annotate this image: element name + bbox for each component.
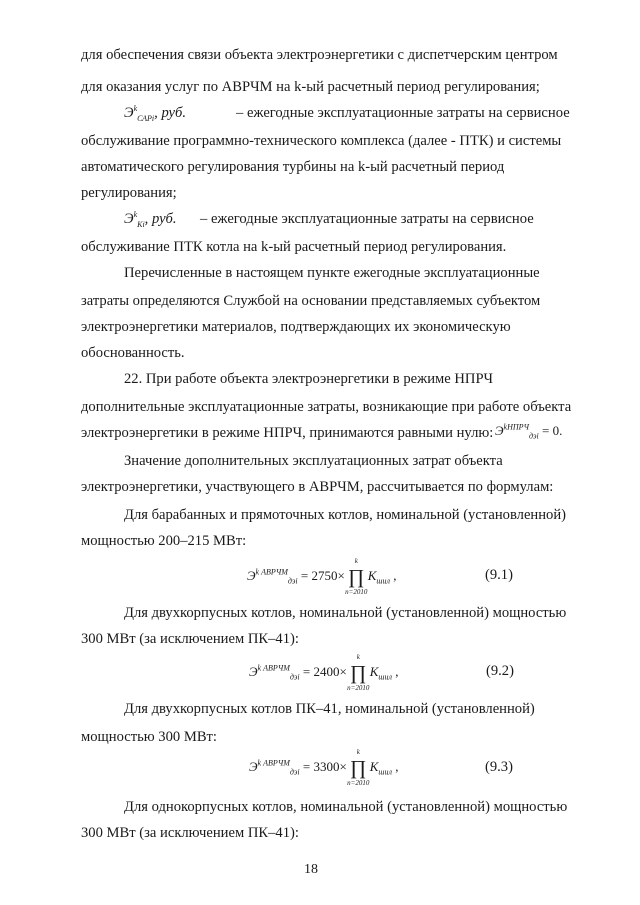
text-line: электроэнергетики в режиме НПРЧ, принимаются равными нулю: (81, 425, 494, 441)
subscript: САРi (137, 113, 155, 123)
text-line: – ежегодные эксплуатационные затраты на сервисное (236, 105, 570, 121)
subscript: дэi (289, 767, 300, 777)
factor: K (369, 663, 379, 679)
text-line: 22. При работе объекта электроэнергетики в режиме НПРЧ (124, 371, 494, 387)
tail: , (395, 663, 399, 679)
symbol-e: Э (124, 211, 134, 227)
factor: K (369, 758, 379, 774)
text-line: Для однокорпусных котлов, номинальной (установленной) мощностью (124, 799, 568, 815)
text-line: 300 МВт (за исключением ПК–41): (81, 825, 299, 841)
text-line: затраты определяются Службой на основании представляемых субъектом (81, 293, 541, 309)
definition-line (124, 106, 186, 121)
text-line: Для барабанных и прямоточных котлов, номинальной (установленной) (124, 507, 567, 523)
superscript: k (133, 210, 138, 220)
unit: , руб. (144, 211, 177, 227)
text-line: мощностью 300 МВт: (81, 729, 217, 745)
equals: = 0. (541, 423, 563, 438)
inline-formula (495, 422, 563, 441)
text-line: для оказания услуг по АВРЧМ на k-ый расчетный период регулирования; (81, 79, 540, 95)
unit: , руб. (154, 105, 187, 121)
product-symbol: ∏ k n=2010 (347, 653, 370, 692)
coefficient: = 2750× (300, 567, 345, 583)
symbol-e: Э (249, 758, 258, 774)
text-line: Для двухкорпусных котлов, номинальной (установленной) мощностью (124, 605, 567, 621)
formula-number: (9.2) (486, 663, 514, 679)
superscript: k АВРЧМ (257, 758, 290, 768)
factor-subscript: шил (378, 672, 392, 682)
coefficient: = 3300× (302, 758, 347, 774)
coefficient: = 2400× (302, 663, 347, 679)
formula-9-3 (249, 748, 399, 787)
text-line: мощностью 200–215 МВт: (81, 533, 247, 549)
text-line: – ежегодные эксплуатационные затраты на сервисное (200, 211, 534, 227)
formula-9-1 (247, 557, 397, 596)
factor: K (367, 567, 377, 583)
formula-number: (9.1) (485, 567, 513, 583)
symbol-e: Э (249, 663, 258, 679)
subscript: дэi (289, 672, 300, 682)
symbol-e: Э (124, 105, 134, 121)
superscript: k АВРЧМ (255, 567, 288, 577)
symbol-e: Э (495, 423, 504, 438)
definition-line (124, 212, 177, 227)
subscript: дэi (529, 431, 539, 441)
superscript: kНПРЧ (503, 422, 530, 432)
subscript: дэi (287, 576, 298, 586)
tail: , (395, 758, 399, 774)
text-line: обоснованность. (81, 345, 185, 361)
text-line: автоматического регулирования турбины на k-ый расчетный период (81, 159, 505, 175)
text-line: обслуживание программно-технического комплекса (далее - ПТК) и системы (81, 133, 562, 149)
tail: , (393, 567, 397, 583)
product-symbol: ∏ k n=2010 (347, 748, 370, 787)
superscript: k (133, 104, 138, 114)
product-symbol: ∏ k n=2010 (345, 557, 368, 596)
formula-number: (9.3) (485, 759, 513, 775)
text-line: для обеспечения связи объекта электроэнергетики с диспетчерским центром (81, 47, 558, 63)
text-line: 300 МВт (за исключением ПК–41): (81, 631, 299, 647)
text-line: Перечисленные в настоящем пункте ежегодные эксплуатационные (124, 265, 540, 281)
text-line: электроэнергетики, участвующего в АВРЧМ, рассчитывается по формулам: (81, 479, 554, 495)
text-line: электроэнергетики материалов, подтверждающих их экономическую (81, 319, 511, 335)
text-line: обслуживание ПТК котла на k-ый расчетный период регулирования. (81, 239, 507, 255)
text-line: Для двухкорпусных котлов ПК–41, номинальной (установленной) (124, 701, 535, 717)
page-number: 18 (304, 862, 318, 877)
text-line: дополнительные эксплуатационные затраты, возникающие при работе объекта (81, 399, 572, 415)
superscript: k АВРЧМ (257, 663, 290, 673)
text-line: регулирования; (81, 185, 177, 201)
text-line: Значение дополнительных эксплуатационных затрат объекта (124, 453, 503, 469)
factor-subscript: шил (378, 767, 392, 777)
factor-subscript: шил (376, 576, 390, 586)
symbol-e: Э (247, 567, 256, 583)
subscript: Кi (137, 219, 145, 229)
formula-9-2 (249, 653, 399, 692)
